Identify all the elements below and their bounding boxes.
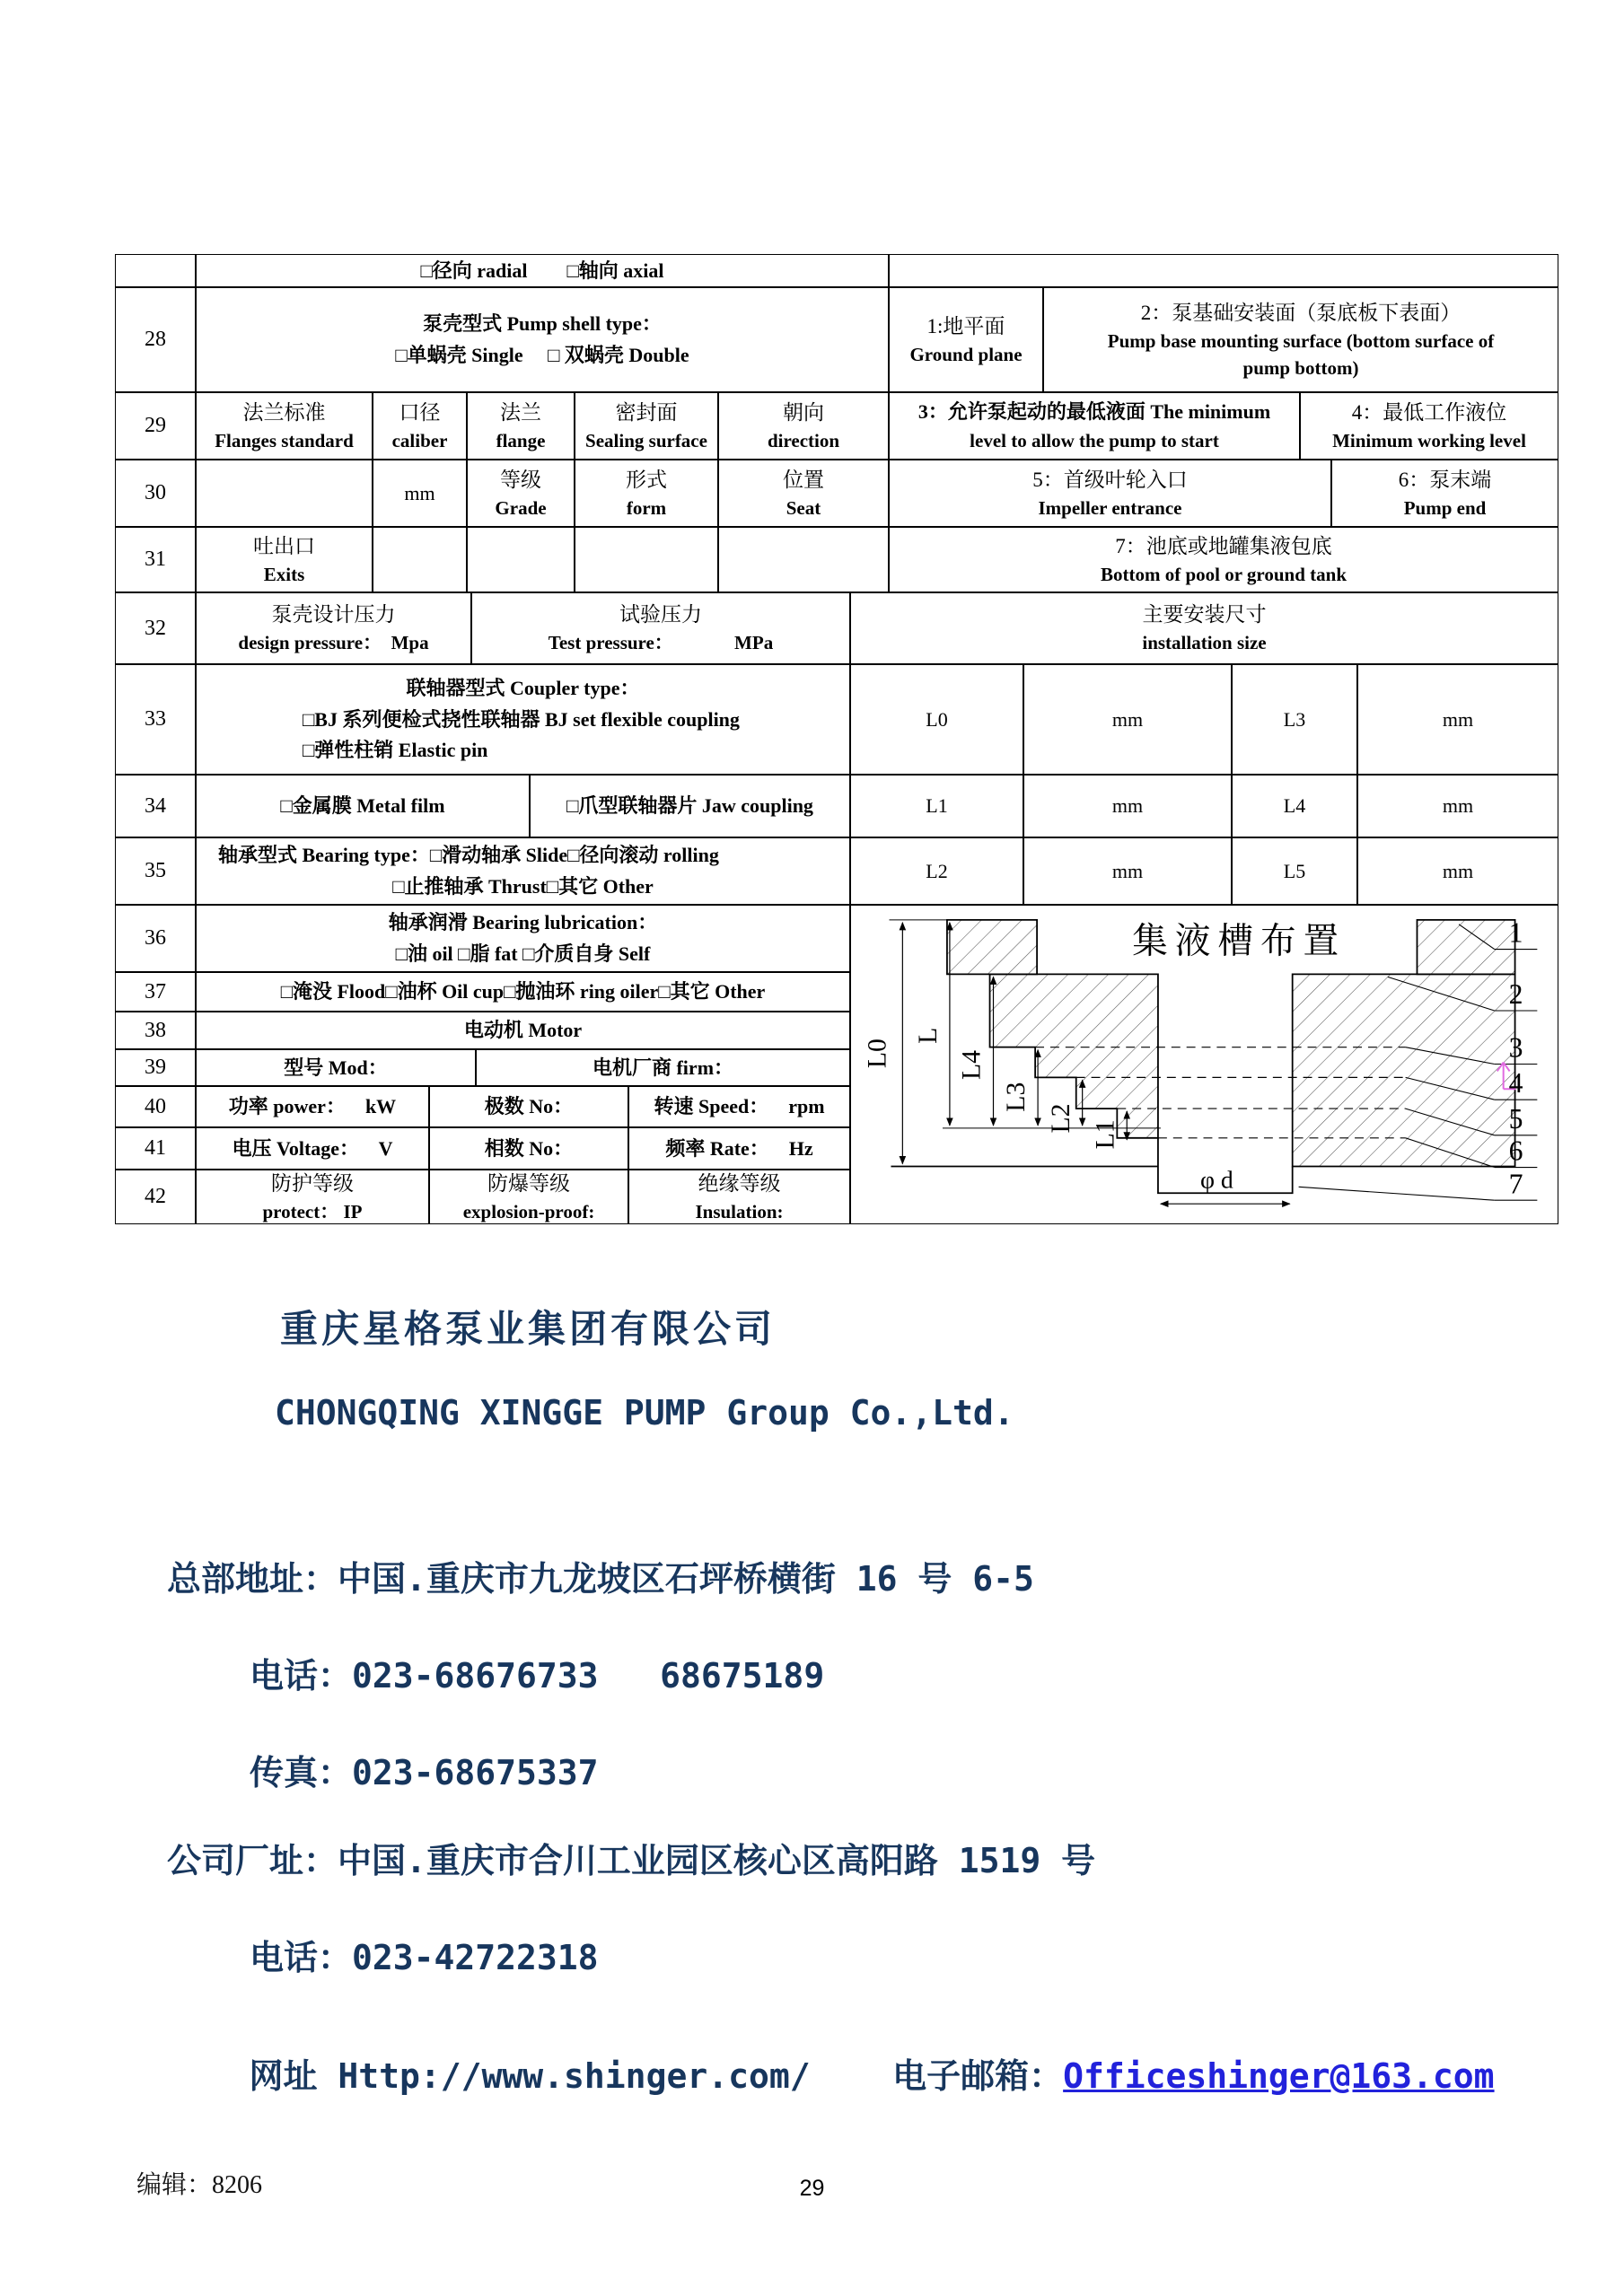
row-number-35 [115, 837, 196, 905]
cell-direction [718, 392, 889, 460]
cell-dim-L0 [850, 664, 1023, 775]
website-url: 网址 Http://www.shinger.com/ [249, 2056, 811, 2096]
cell-grade [467, 460, 575, 527]
row-number-34 [115, 775, 196, 837]
row-number-36 [115, 905, 196, 972]
row-number: 38 [145, 1018, 166, 1042]
sump-diagram [852, 907, 1558, 1223]
cell-dim-L2 [850, 837, 1023, 905]
en-label: Impeller entrance [1038, 496, 1182, 519]
zh-label: 法兰标准 [242, 400, 326, 424]
row-number-37 [115, 972, 196, 1012]
en-label: Flanges standard [215, 429, 354, 451]
cell-dim-L4 [1232, 775, 1357, 837]
unit-label: mm [1442, 859, 1474, 882]
en-label: direction [767, 429, 840, 451]
zh-label: 防爆等级 [487, 1171, 570, 1195]
cell-empty [467, 527, 575, 592]
row-number: 33 [145, 707, 166, 731]
cell-dim-L1 [850, 775, 1023, 837]
cell-flange [467, 392, 575, 460]
zh-label: 4：最低工作液位 [1351, 400, 1507, 424]
row-number: 29 [145, 414, 166, 437]
row-number: 36 [145, 926, 166, 950]
en-label: Grade [495, 496, 547, 519]
dim-label-L: L [912, 1027, 943, 1044]
cell-test-pressure [471, 592, 850, 664]
row-number: 37 [145, 979, 166, 1003]
cell-poles [429, 1086, 628, 1127]
cell-lubrication-method [196, 972, 850, 1012]
row-number-41 [115, 1127, 196, 1170]
en-label: form [626, 496, 667, 519]
zh-label: 密封面 [615, 400, 678, 424]
cell-minimum-working-level [1300, 392, 1558, 460]
spacer [811, 2056, 893, 2096]
en-label: Ground plane [909, 343, 1023, 365]
motor-header-label: 电动机 Motor [463, 1019, 583, 1042]
unit-label: mm [1111, 794, 1144, 817]
cell-seat [718, 460, 889, 527]
zh-label: 5：首级叶轮入口 [1032, 468, 1188, 491]
cell-power [196, 1086, 429, 1127]
cell-motor-firm [476, 1049, 850, 1086]
cell-empty [718, 527, 889, 592]
callout-6: 6 [1508, 1135, 1523, 1167]
zh-label: 6：泵末端 [1398, 468, 1492, 491]
en-label: Exits [263, 563, 305, 585]
en-label: Test pressure： MPa [548, 632, 774, 654]
cell-dim-L4-unit [1357, 775, 1558, 837]
unit-label: mm [1111, 707, 1144, 731]
en-label: installation size [1142, 632, 1267, 654]
cell-dim-L0-unit [1023, 664, 1232, 775]
en-label: protect： IP [262, 1200, 363, 1222]
factory-address-line: 公司厂址：中国.重庆市合川工业园区核心区高阳路 1519 号 [167, 1841, 1096, 1880]
cell-pump-base-mounting [1043, 287, 1558, 392]
frequency-label: 频率 Rate： Hz [665, 1136, 813, 1160]
voltage-label: 电压 Voltage： V [232, 1136, 393, 1160]
power-label: 功率 power： kW [228, 1095, 397, 1118]
dim-label-L0: L0 [862, 1038, 892, 1068]
dim-label: L4 [1283, 794, 1306, 817]
motor-firm-label: 电机厂商 firm： [592, 1056, 734, 1079]
en-label: level to allow the pump to start [970, 430, 1219, 452]
cell-empty [575, 527, 718, 592]
cell-caliber [373, 392, 467, 460]
bearing-type-options-1: 轴承型式 Bearing type：□滑动轴承 Slide□径向滚动 rolling [218, 844, 719, 867]
row-number-38 [115, 1012, 196, 1049]
dim-label-L2: L2 [1045, 1102, 1075, 1134]
row-number: 35 [145, 859, 166, 882]
diagram-title: 集液槽布置 [1131, 921, 1346, 961]
web-email-line [167, 2009, 1495, 2137]
zh-label: 口径 [399, 400, 441, 424]
en-label: Pump end [1403, 496, 1487, 519]
cell-frequency [628, 1127, 850, 1170]
en-label: pump bottom) [1242, 357, 1359, 380]
phases-label: 相数 No： [484, 1136, 574, 1160]
unit-label: mm [1442, 794, 1474, 817]
row-number: 39 [145, 1056, 166, 1079]
email-link[interactable]: Officeshinger@163.com [1063, 2056, 1495, 2096]
dim-label: L2 [926, 859, 948, 882]
row-number: 30 [145, 481, 166, 504]
metal-film-option: □金属膜 Metal film [280, 794, 445, 818]
zh-label: 绝缘等级 [698, 1171, 781, 1195]
en-label: Insulation: [695, 1200, 784, 1222]
spec-table [115, 254, 1558, 1224]
hq-address-line: 总部地址：中国.重庆市九龙坡区石坪桥横街 16 号 6-5 [167, 1559, 1034, 1599]
zh-label: 等级 [500, 468, 541, 491]
row-number-32 [115, 592, 196, 664]
cell-jaw-coupling [530, 775, 850, 837]
speed-label: 转速 Speed： rpm [654, 1095, 825, 1118]
row-number: 34 [145, 793, 166, 818]
dim-label: L1 [926, 794, 948, 817]
cell-dim-L2-unit [1023, 837, 1232, 905]
cell-minimum-start-level [889, 392, 1300, 460]
cell-empty [373, 527, 467, 592]
row-number: 32 [145, 616, 166, 640]
lubrication-method-options: □淹没 Flood□油杯 Oil cup□抛油环 ring oiler□其它 Other [280, 980, 766, 1003]
hq-phone-line: 电话：023-68676733 68675189 [250, 1656, 825, 1696]
leader-7 [1298, 1187, 1494, 1200]
right-top-block [1417, 919, 1514, 973]
unit-label: mm [1111, 859, 1144, 882]
cell-bearing-lubrication [196, 905, 850, 972]
cell-empty-top-right [889, 254, 1558, 287]
cell-voltage [196, 1127, 429, 1170]
cell-sealing-surface [575, 392, 718, 460]
row-number-28 [115, 287, 196, 392]
cell-coupler-type [196, 664, 850, 775]
row-number-39 [115, 1049, 196, 1086]
cell-dim-L5-unit [1357, 837, 1558, 905]
row-number: 28 [145, 328, 166, 351]
editor-note: 编辑：8206 [136, 2171, 263, 2199]
company-name-zh: 重庆星格泵业集团有限公司 [280, 1310, 777, 1351]
cell-pump-shell-type [196, 287, 889, 392]
dim-label-L1: L1 [1089, 1118, 1119, 1149]
zh-label: 吐出口 [253, 534, 315, 557]
cell-metal-film [196, 775, 530, 837]
cell-form [575, 460, 718, 527]
cell-empty [196, 460, 373, 527]
en-label: design pressure： Mpa [238, 632, 429, 654]
coupler-option-elastic-pin: □弹性柱销 Elastic pin [303, 739, 488, 762]
cell-speed [628, 1086, 850, 1127]
en-label: Pump base mounting surface (bottom surface of [1107, 329, 1495, 352]
cell-dim-L3-unit [1357, 664, 1558, 775]
row-number-33 [115, 664, 196, 775]
row-number: 31 [145, 548, 166, 571]
cell-design-pressure [196, 592, 471, 664]
cell-installation-size [850, 592, 1558, 664]
en-label: Minimum working level [1332, 429, 1526, 451]
zh-label: 法兰 [500, 400, 541, 424]
zh-label: 朝向 [783, 400, 824, 424]
radial-axial-options: □径向 radial □轴向 axial [420, 259, 664, 282]
phi-d-label: φ d [1199, 1165, 1233, 1194]
en-label: caliber [391, 429, 448, 451]
row-number: 41 [145, 1136, 166, 1160]
dim-label: L5 [1283, 859, 1306, 882]
email-label: 电子邮箱： [892, 2056, 1064, 2096]
zh-label: 形式 [626, 468, 667, 491]
callout-4: 4 [1508, 1066, 1523, 1099]
row-number-40 [115, 1086, 196, 1127]
dim-label-L3: L3 [1000, 1082, 1031, 1112]
cell-explosion-proof-grade [429, 1170, 628, 1224]
bearing-lubrication-label: 轴承润滑 Bearing lubrication： [388, 911, 658, 934]
row-number-31 [115, 527, 196, 592]
en-label: flange [496, 429, 546, 451]
row-number: 40 [145, 1094, 166, 1118]
jaw-coupling-option: □爪型联轴器片 Jaw coupling [566, 794, 813, 818]
sump-diagram-cell [850, 905, 1558, 1224]
left-top-block [946, 919, 1036, 973]
cell-flanges-standard [196, 392, 373, 460]
en-label: explosion-proof: [462, 1200, 595, 1222]
cell-phases [429, 1127, 628, 1170]
bearing-lubrication-options: □油 oil □脂 fat □介质自身 Self [395, 942, 651, 965]
cell-motor-model [196, 1049, 476, 1086]
coupler-option-bj: □BJ 系列便检式挠性联轴器 BJ set flexible coupling [303, 707, 740, 731]
callout-1: 1 [1508, 916, 1523, 949]
bearing-type-options-2: □止推轴承 Thrust□其它 Other [392, 875, 654, 898]
fax-line: 传真：023-68675337 [250, 1753, 599, 1792]
zh-label: 防护等级 [271, 1171, 354, 1195]
en-label: Seat [786, 496, 821, 519]
company-name-en: CHONGQING XINGGE PUMP Group Co.,Ltd. [275, 1393, 1014, 1433]
zh-label: 主要安装尺寸 [1142, 603, 1267, 627]
en-label: Sealing surface [585, 429, 707, 451]
row-number-42 [115, 1170, 196, 1224]
zh-label: 1:地平面 [926, 314, 1005, 337]
cell-motor-header [196, 1012, 850, 1049]
callout-7: 7 [1508, 1167, 1523, 1199]
callout-3: 3 [1508, 1031, 1523, 1064]
zh-label: 位置 [783, 468, 824, 491]
cell-bearing-type [196, 837, 850, 905]
cell-radial-axial [196, 254, 889, 287]
row-number-29 [115, 392, 196, 460]
zh-label: 泵壳设计压力 [271, 603, 396, 627]
unit-label: mm [1442, 707, 1474, 731]
cell-insulation-grade [628, 1170, 850, 1224]
zh-label: 3：允许泵起动的最低液面 The minimum [917, 400, 1271, 424]
cell-dim-L5 [1232, 837, 1357, 905]
dim-label-L4: L4 [956, 1049, 987, 1080]
cell-mm-unit [373, 460, 467, 527]
cell-impeller-entrance [889, 460, 1331, 527]
motor-model-label: 型号 Mod： [284, 1056, 388, 1079]
page-number: 29 [799, 2176, 825, 2201]
cell-ground-plane [889, 287, 1043, 392]
pump-shell-type-label: 泵壳型式 Pump shell type： [423, 312, 662, 336]
row-number-blank [115, 254, 196, 287]
dim-label: L3 [1283, 707, 1306, 731]
row-number-30 [115, 460, 196, 527]
dim-label: L0 [926, 707, 948, 731]
coupler-type-label: 联轴器型式 Coupler type： [406, 676, 640, 699]
cell-dim-L1-unit [1023, 775, 1232, 837]
row-number: 42 [145, 1185, 166, 1208]
callout-2: 2 [1508, 977, 1523, 1010]
zh-label: 7：池底或地罐集液包底 [1115, 534, 1332, 557]
mm-label: mm [404, 481, 435, 504]
en-label: Bottom of pool or ground tank [1100, 563, 1347, 585]
cell-bottom-of-pool [889, 527, 1558, 592]
cell-pump-end [1331, 460, 1558, 527]
poles-label: 极数 No： [484, 1095, 574, 1118]
cell-exits [196, 527, 373, 592]
cell-protection-grade [196, 1170, 429, 1224]
zh-label: 试验压力 [619, 603, 702, 627]
callout-5: 5 [1508, 1102, 1523, 1135]
zh-label: 2：泵基础安装面（泵底板下表面） [1140, 301, 1462, 324]
cell-dim-L3 [1232, 664, 1357, 775]
pump-shell-type-options: □单蜗壳 Single □ 双蜗壳 Double [395, 344, 689, 366]
factory-phone-line: 电话：023-42722318 [250, 1938, 599, 1977]
